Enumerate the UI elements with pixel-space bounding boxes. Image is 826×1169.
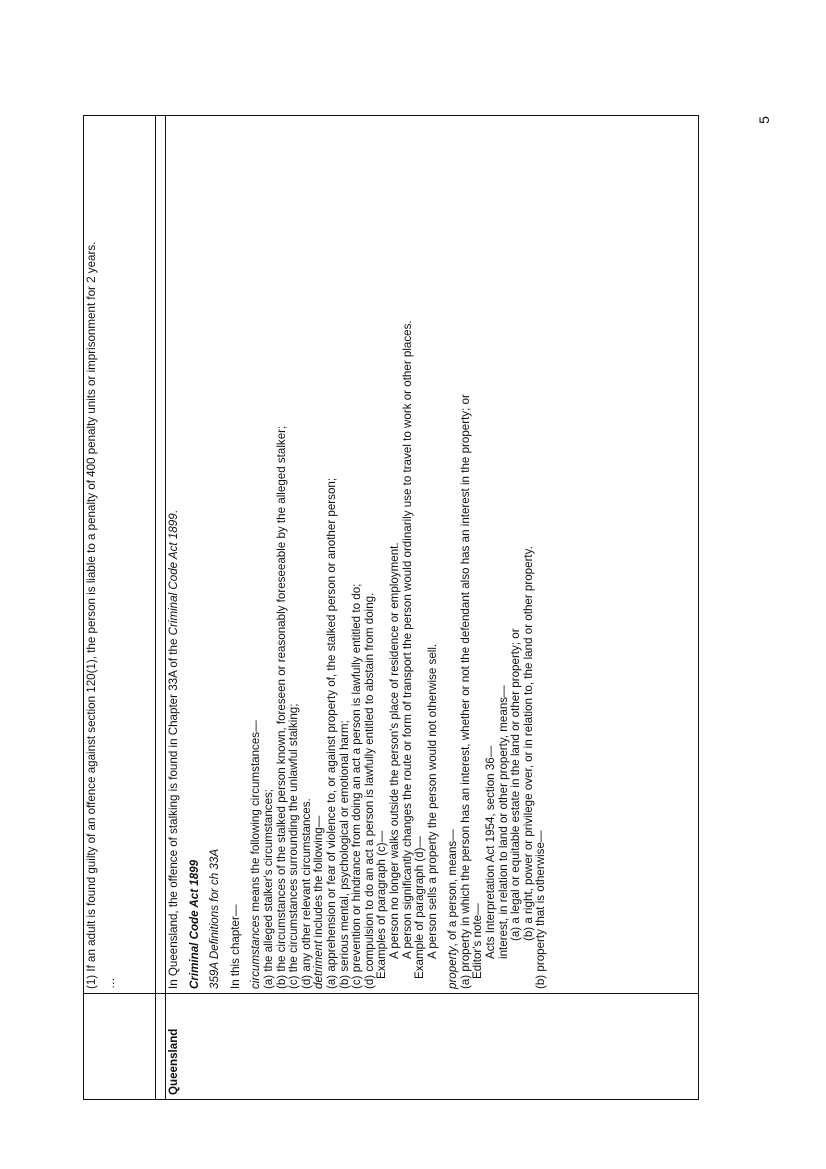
editor-note: Editor's note— bbox=[471, 903, 485, 979]
interest-definition: interest, in relation to land or other property, means— bbox=[496, 685, 510, 959]
penalty-text: (1) If an adult is found guilty of an offence against section 120(1), the person is liable to a penalty of 400 penalty units or imprisonment for 2 years. bbox=[85, 241, 98, 989]
list-item: (a) apprehension or fear of violence to, or against property of, the stalked person or another person; bbox=[324, 477, 338, 989]
table-row-spacer bbox=[156, 116, 166, 1100]
in-chapter: In this chapter— bbox=[228, 904, 242, 989]
intro-act-name: Criminal Code Act 1899 bbox=[167, 513, 180, 636]
section-title: 359A Definitions for ch 33A bbox=[208, 848, 222, 989]
act-title: Criminal Code Act 1899 bbox=[187, 859, 201, 989]
table-row bbox=[166, 116, 699, 1100]
example-heading: Examples of paragraph (c)— bbox=[375, 830, 389, 979]
def-text: includes the following— bbox=[312, 815, 326, 941]
jurisdiction-cell bbox=[84, 994, 156, 1100]
spacer-cell bbox=[156, 116, 166, 994]
list-item: (d) compulsion to do an act a person is lawfully entitled to abstain from doing. bbox=[362, 592, 376, 989]
jurisdiction-queensland: Queensland bbox=[166, 994, 699, 1100]
rotated-page-content bbox=[83, 115, 699, 1100]
intro-end: . bbox=[167, 510, 180, 514]
example-item: A person significantly changes the route or form of transport the person would ordinarily use to travel to work or other places. bbox=[400, 320, 414, 959]
example-item: A person no longer walks outside the person's place of residence or employment. bbox=[387, 542, 401, 959]
example-item: A person sells a property the person would not otherwise sell. bbox=[425, 643, 439, 959]
definition-property bbox=[447, 120, 460, 989]
def-text: means the following circumstances— bbox=[249, 720, 263, 915]
term-circumstances: circumstances bbox=[249, 914, 263, 989]
ellipsis: … bbox=[103, 977, 117, 989]
list-item: (b) the circumstances of the stalked person known, foreseen or reasonably foreseeable by the alleged stalker; bbox=[274, 425, 288, 989]
legislation-table bbox=[83, 115, 699, 1100]
list-item: (c) the circumstances surrounding the unlawful stalking; bbox=[287, 703, 301, 989]
list-item: (c) prevention or hindrance from doing an act a person is lawfully entitled to do; bbox=[350, 583, 364, 989]
list-item: (a) a legal or equitable estate in the land or other property; or bbox=[509, 628, 523, 941]
acts-interpretation: Acts Interpretation Act 1954, section 36— bbox=[484, 745, 498, 959]
list-item: (d) any other relevant circumstances. bbox=[299, 798, 313, 989]
list-item-cut: (b) property that is otherwise— bbox=[534, 830, 548, 989]
provision-cell bbox=[84, 116, 156, 994]
list-item: (a) the alleged stalker's circumstances; bbox=[261, 788, 275, 989]
term-detriment: detriment bbox=[312, 940, 326, 989]
list-item: (b) a right, power or privilege over, or in relation to, the land or other property. bbox=[521, 546, 535, 941]
page-number: 5 bbox=[755, 116, 772, 124]
intro-text: In Queensland, the offence of stalking is found in Chapter 33A of the bbox=[167, 635, 180, 989]
intro-paragraph bbox=[168, 120, 181, 989]
spacer-cell bbox=[156, 994, 166, 1100]
term-property: property bbox=[446, 946, 460, 989]
list-item: (b) serious mental, psychological or emotional harm; bbox=[337, 720, 351, 989]
list-item: (a) property in which the person has an interest, whether or not the defendant also has an interest in the property; or bbox=[458, 394, 472, 989]
provision-cell bbox=[166, 116, 699, 994]
def-text: , of a person, means— bbox=[446, 829, 460, 947]
table-row bbox=[84, 116, 156, 1100]
example-heading: Example of paragraph (d)— bbox=[413, 835, 427, 979]
